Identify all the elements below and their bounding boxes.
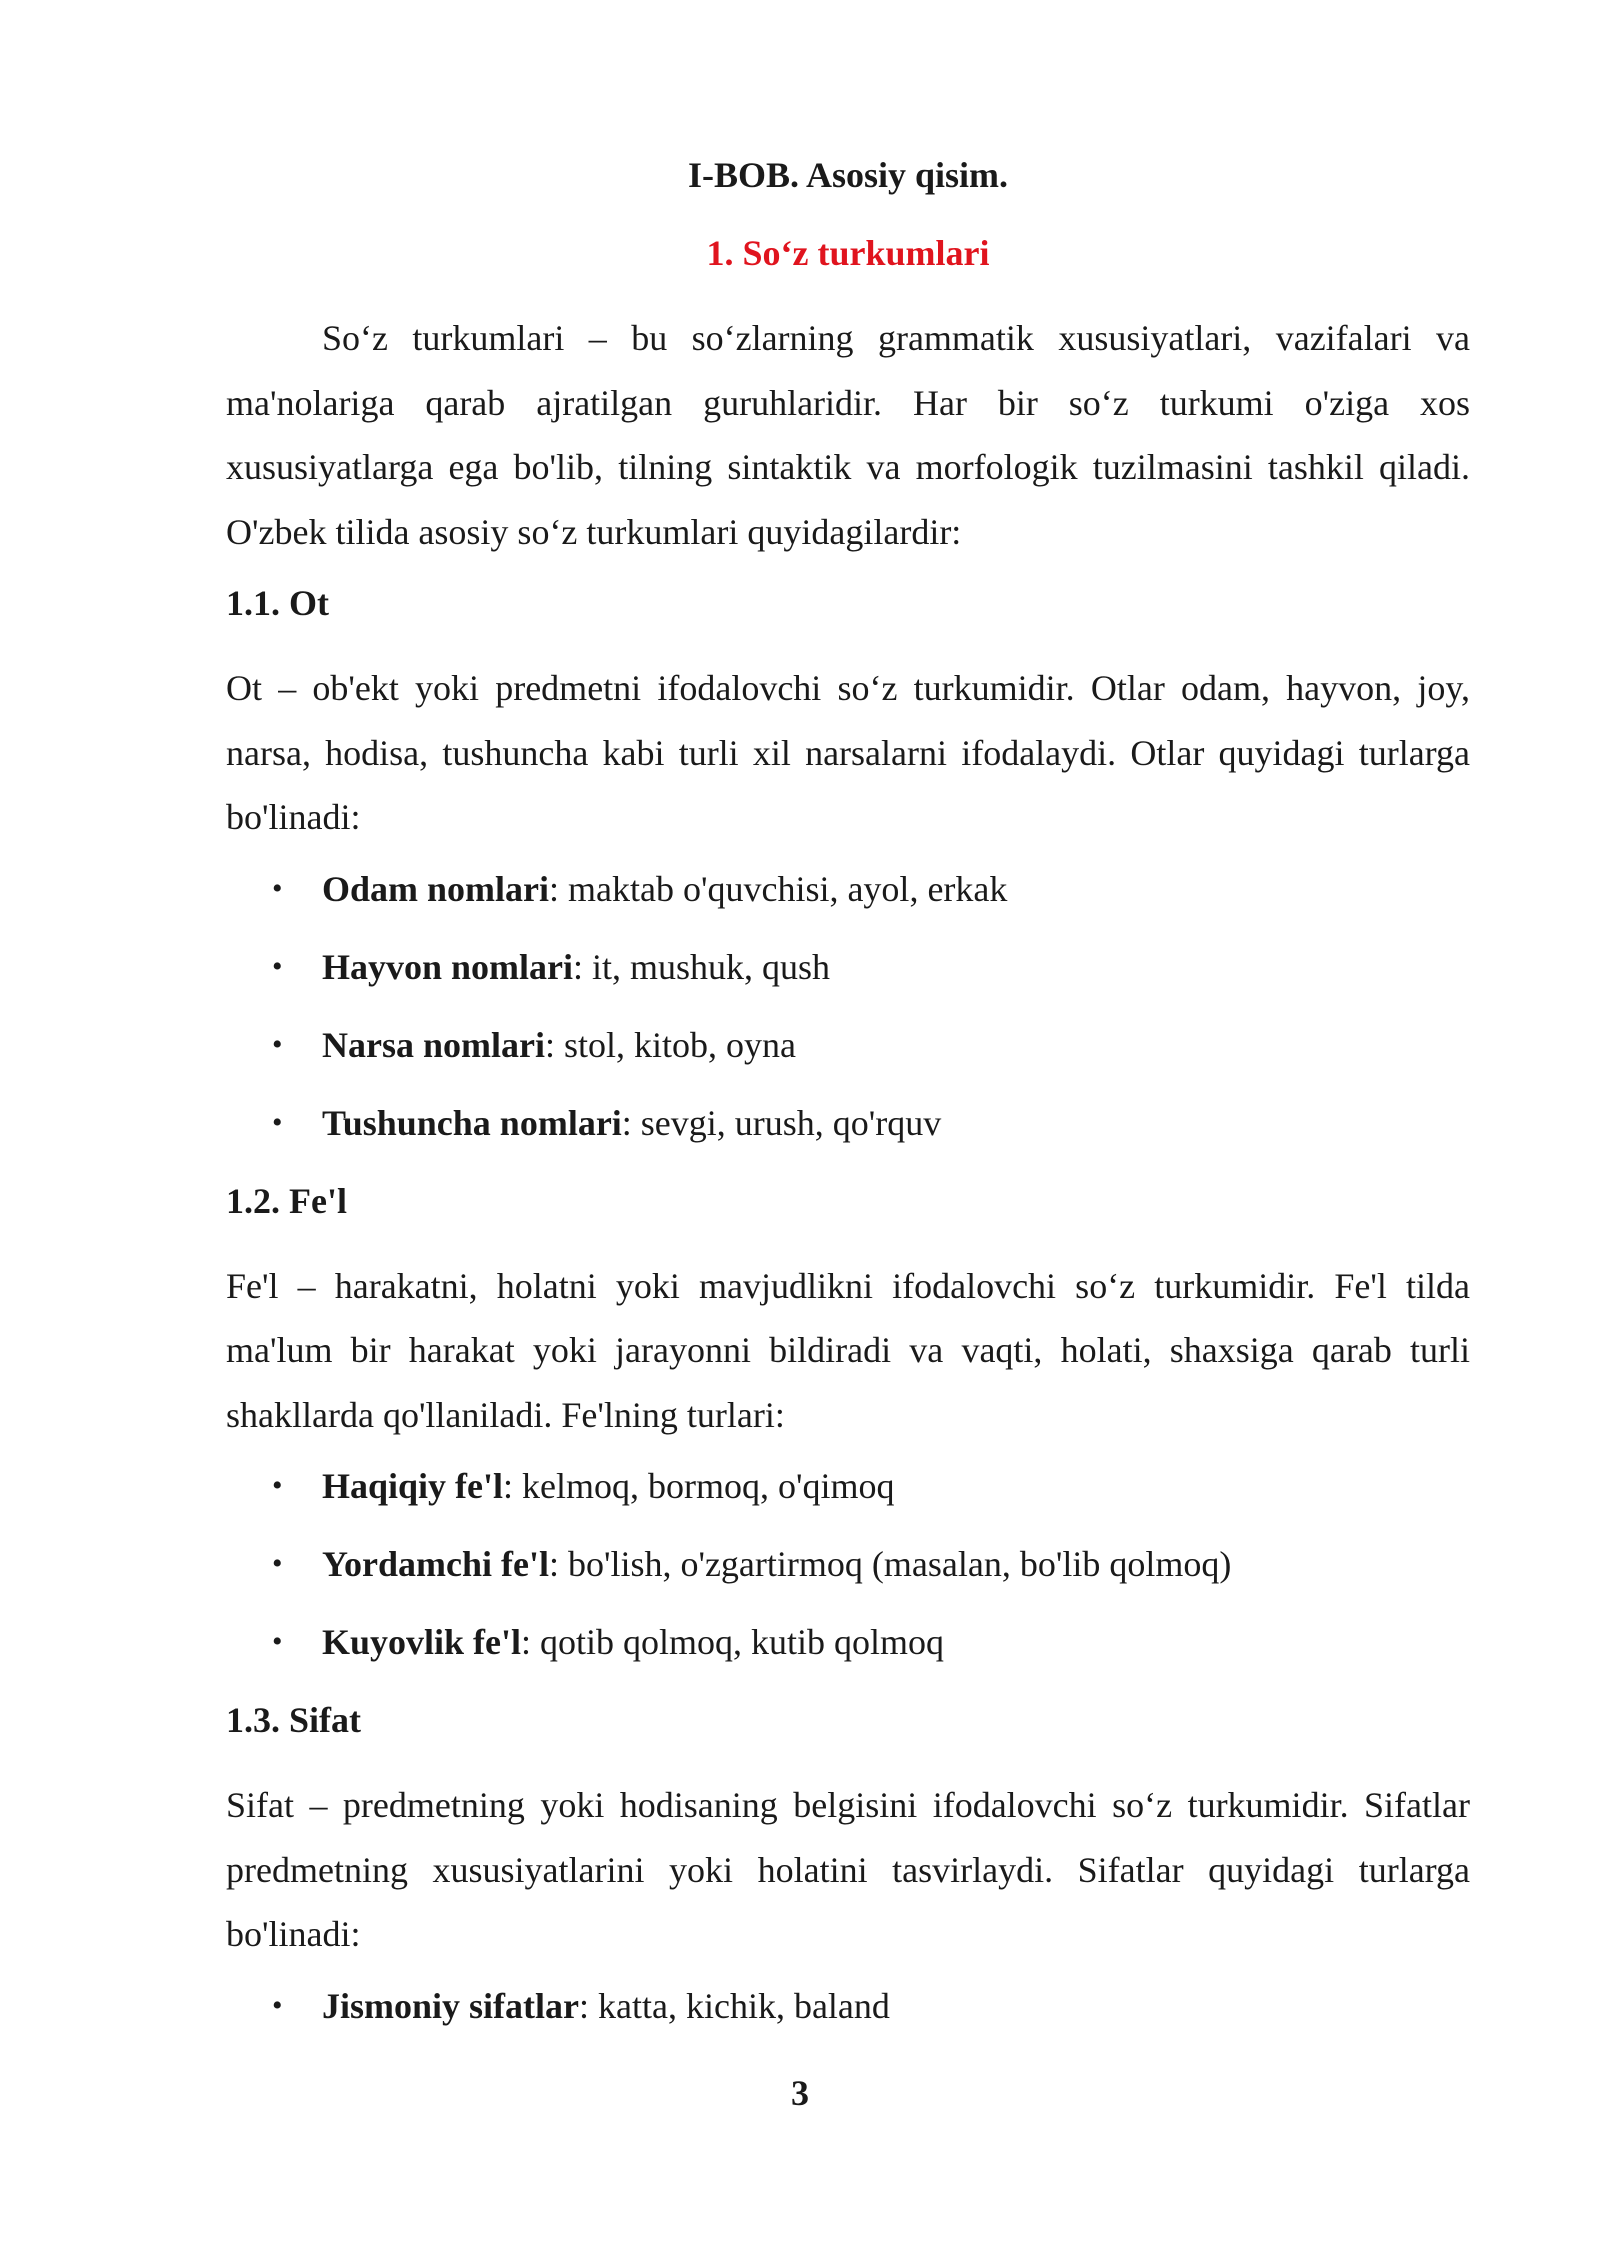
list-item-examples: : stol, kitob, oyna — [544, 1024, 796, 1065]
list-item-examples: : maktab o'quvchisi, ayol, erkak — [549, 868, 1008, 909]
list-item — [226, 1461, 1470, 1511]
list-item-term: Kuyovlik fe'l — [322, 1622, 522, 1662]
bullet-dot-icon: • — [272, 1105, 283, 1139]
list-item-examples: : sevgi, urush, qo'rquv — [621, 1102, 942, 1143]
subsection-paragraph: Fe'l – harakatni, holatni yoki mavjudlikni ifodalovchi so‘z turkumidir. Fe'l tilda ma'lum bir harakat yoki jarayonni bildiradi va vaqti, holati, shaxsiga qarab turli shakllarda qo'llaniladi. Fe'lning turlari: — [226, 1265, 1470, 1435]
chapter-title: I-BOB. Asosiy qisim. — [687, 155, 1009, 195]
list-item — [226, 942, 1470, 992]
bullet-list — [226, 1981, 1470, 2031]
list-item-examples: : it, mushuk, qush — [573, 946, 831, 987]
subsection-heading: 1.2. Fe'l — [226, 1180, 347, 1221]
list-item — [226, 1981, 1470, 2031]
bullet-dot-icon: • — [272, 1027, 283, 1061]
list-item — [226, 1098, 1470, 1148]
subsection-heading: 1.3. Sifat — [226, 1700, 361, 1740]
intro-paragraph: So‘z turkumlari – bu so‘zlarning grammatik xususiyatlari, vazifalari va ma'nolariga qarab ajratilgan guruhlaridir. Har bir so‘z turkumi o'ziga xos xususiyatlarga ega bo'lib, tilning sintaktik va morfologik tuzilmasini tashkil qiladi. O'zbek tilida asosiy so‘z turkumlari quyidagilardir: — [226, 318, 1470, 552]
list-item — [226, 1539, 1470, 1589]
bullet-dot-icon: • — [272, 1469, 283, 1502]
list-item-examples: : kelmoq, bormoq, o'qimoq — [503, 1466, 895, 1506]
bullet-dot-icon: • — [272, 949, 283, 983]
page-number: 3 — [791, 2073, 809, 2113]
section-title: 1. So‘z turkumlari — [706, 233, 990, 273]
list-item — [226, 864, 1470, 914]
list-item-term: Odam nomlari — [322, 868, 550, 909]
subsection-paragraph: Ot – ob'ekt yoki predmetni ifodalovchi so‘z turkumidir. Otlar odam, hayvon, joy, narsa, hodisa, tushuncha kabi turli xil narsalarni ifodalaydi. Otlar quyidagi turlarga bo'linadi: — [226, 668, 1470, 837]
document-page — [226, 150, 1470, 2059]
bullet-dot-icon: • — [272, 1547, 283, 1580]
list-item-term: Yordamchi fe'l — [322, 1544, 549, 1584]
subsection-paragraph: Sifat – predmetning yoki hodisaning belgisini ifodalovchi so‘z turkumidir. Sifatlar predmetning xususiyatlarini yoki holatini tasvirlaydi. Sifatlar quyidagi turlarga bo'linadi: — [226, 1785, 1470, 1954]
bullet-dot-icon: • — [272, 871, 283, 905]
subsection-heading: 1.1. Ot — [226, 583, 329, 623]
list-item-term: Jismoniy sifatlar — [322, 1985, 579, 2026]
list-item — [226, 1020, 1470, 1070]
subsections-container — [226, 578, 1470, 2031]
bullet-dot-icon: • — [272, 1625, 283, 1658]
list-item-examples: : qotib qolmoq, kutib qolmoq — [521, 1622, 945, 1662]
list-item-term: Narsa nomlari — [322, 1024, 545, 1065]
list-item-term: Hayvon nomlari — [322, 946, 574, 987]
list-item — [226, 1617, 1470, 1667]
list-item-examples: : katta, kichik, baland — [579, 1985, 890, 2026]
bullet-list — [226, 864, 1470, 1148]
list-item-term: Haqiqiy fe'l — [322, 1466, 504, 1506]
bullet-list — [226, 1461, 1470, 1667]
bullet-dot-icon: • — [272, 1988, 283, 2022]
list-item-examples: : bo'lish, o'zgartirmoq (masalan, bo'lib qolmoq) — [548, 1544, 1232, 1584]
list-item-term: Tushuncha nomlari — [322, 1102, 622, 1143]
